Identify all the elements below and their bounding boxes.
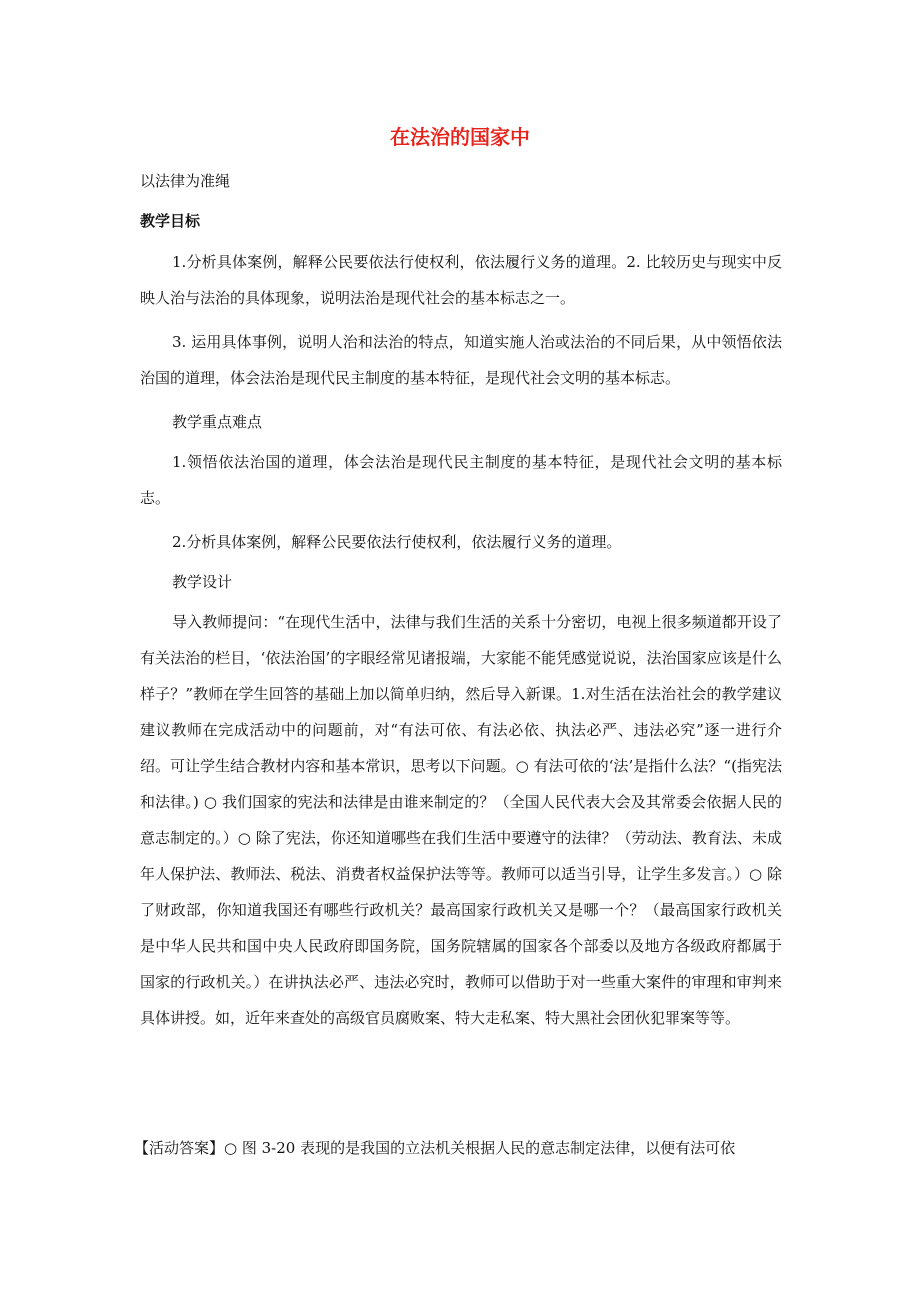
document-subtitle: 以法律为准绳 <box>140 172 231 190</box>
key-point-2: 2.分析具体案例，解释公民要依法行使权利，依法履行义务的道理。 <box>172 533 622 551</box>
design-body: 导入教师提问：“在现代生活中，法律与我们生活的关系十分密切，电视上很多频道都开设了有关法治的栏目，‘依法治国’的字眼经常见诸报端，大家能不能凭感觉说说，法治国家应该是什么样子？”教师在学生回答的基础上加以简单归纳，然后导入新课。1.对生活在法治社会的教学建议建议教师在完成活动中的问题前，对“有法可依、有法必依、执法必严、违法必究”逐一进行介绍。可让学生结合教材内容和基本常识，思考以下问题。○ 有法可依的‘法’是指什么法？“(指宪法和法律。) ○ 我们国家的宪法和法律是由谁来制定的？（全国人民代表大会及其常委会依据人民的意志制定的。）○ 除了宪法，你还知道哪些在我们生活中要遵守的法律？（劳动法、教育法、未成年人保护法、教师法、税法、消费者权益保护法等等。教师可以适当引导，让学生多发言。）○ 除了财政部，你知道我国还有哪些行政机关？最高国家行政机关又是哪一个？（最高国家行政机关是中华人民共和国中央人民政府即国务院，国务院辖属的国家各个部委以及地方各级政府都属于国家的行政机关。）在讲执法必严、违法必究时，教师可以借助于对一些重大案件的审理和审判来具体讲授。如，近年来查处的高级官员腐败案、特大走私案、特大黑社会团伙犯罪案等等。 <box>140 613 782 1027</box>
design-heading: 教学设计 <box>172 573 233 591</box>
key-point-1: 1.领悟依法治国的道理，体会法治是现代民主制度的基本特征，是现代社会文明的基本标志。 <box>140 453 782 507</box>
page-title: 在法治的国家中 <box>390 125 530 149</box>
key-points-heading: 教学重点难点 <box>172 413 263 431</box>
objective-paragraph-3: 3. 运用具体事例，说明人治和法治的特点，知道实施人治或法治的不同后果，从中领悟依法治国的道理，体会法治是现代民主制度的基本特征，是现代社会文明的基本标志。 <box>140 333 782 387</box>
objective-paragraph-1: 1.分析具体案例，解释公民要依法行使权利，依法履行义务的道理。2. 比较历史与现实中反映人治与法治的具体现象，说明法治是现代社会的基本标志之一。 <box>140 253 782 307</box>
objectives-heading: 教学目标 <box>140 212 201 230</box>
activity-answer: 【活动答案】○ 图 3-20 表现的是我国的立法机关根据人民的意志制定法律，以便有法可依 <box>134 1139 736 1157</box>
